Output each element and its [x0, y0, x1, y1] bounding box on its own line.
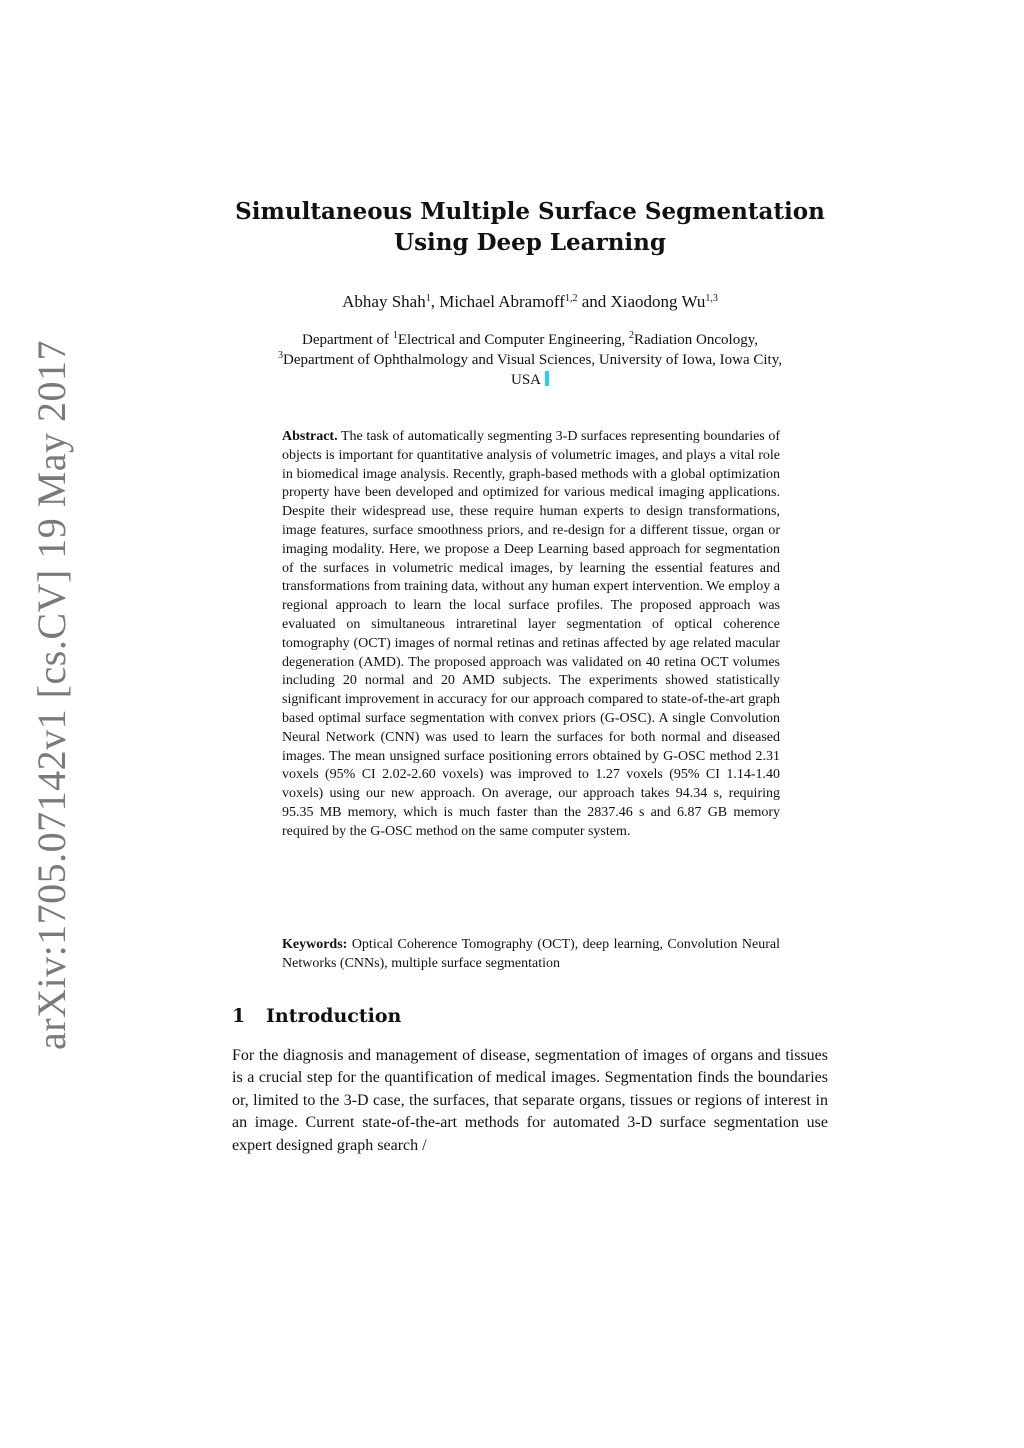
title-line-2: Using Deep Learning: [394, 229, 666, 256]
keywords-label: Keywords:: [282, 937, 348, 952]
affiliation-line-3: [200, 370, 860, 390]
keywords: [282, 936, 780, 974]
affiliations: [200, 330, 860, 390]
section-number: 1: [232, 1005, 246, 1027]
paper-title: [200, 196, 860, 258]
affiliation-line-2: [200, 350, 860, 370]
author-affiliation-sup: 1,3: [705, 293, 718, 304]
author-list: [200, 292, 860, 312]
affiliation-line-1: [200, 330, 860, 350]
section-title: Introduction: [266, 1005, 402, 1027]
author-name: Michael Abramoff: [439, 292, 565, 311]
affiliation-dept: Electrical and Computer Engineering,: [397, 332, 629, 348]
text-cursor-icon: [545, 371, 549, 386]
affiliation-prefix: Department of: [302, 332, 393, 348]
affiliation-sup: 3: [278, 350, 283, 361]
author-separator: and: [577, 292, 611, 311]
author-separator: ,: [430, 292, 440, 311]
author-affiliation-sup: 1,2: [564, 293, 578, 304]
affiliation-dept: Department of Ophthalmology and Visual Sciences, University of Iowa, Iowa City,: [283, 352, 782, 368]
arxiv-identifier: arXiv:1705.07142v1 [cs.CV] 19 May 2017: [29, 339, 74, 1050]
abstract-text: The task of automatically segmenting 3-D surfaces representing boundaries of objects is important for quantitative analysis of volumetric images, and plays a vital role in biomedical image analysis. Recently, graph-based methods with a global optimization property have been developed and optimized for various medical imaging applications. Despite their widespread use, these require human experts to design transformations, image features, surface smoothness priors, and re-design for a different tissue, organ or imaging modality. Here, we propose a Deep Learning based approach for segmentation of the surfaces in volumetric medical images, by learning the essential features and transformations from training data, without any human expert intervention. We employ a regional approach to learn the local surface profiles. The proposed approach was evaluated on simultaneous intraretinal layer segmentation of optical coherence tomography (OCT) images of normal retinas and retinas affected by age related macular degeneration (AMD). The proposed approach was validated on 40 retina OCT volumes including 20 normal and 20 AMD subjects. The experiments showed statistically significant improvement in accuracy for our approach compared to state-of-the-art graph based optimal surface segmentation with convex priors (G-OSC). A single Convolution Neural Network (CNN) was used to learn the surfaces for both normal and diseased images. The mean unsigned surface positioning errors obtained by G-OSC method 2.31 voxels (95% CI 2.02-2.60 voxels) was improved to 1.27 voxels (95% CI 1.14-1.40 voxels) using our new approach. On average, our approach takes 94.34 s, requiring 95.35 MB memory, which is much faster than the 2837.46 s and 6.87 GB memory required by the G-OSC method on the same computer system.: [282, 429, 781, 839]
intro-paragraph: For the diagnosis and management of disease, segmentation of images of organs and tissues is a crucial step for the quantification of medical images. Segmentation finds the boundaries or, limited to the 3-D case, the surfaces, that separate organs, tissues or regions of interest in an image. Current state-of-the-art methods for automated 3-D surface segmentation use expert designed graph search /: [232, 1047, 828, 1154]
section-heading: [232, 1005, 401, 1027]
title-line-1: Simultaneous Multiple Surface Segmentation: [235, 198, 825, 225]
affiliation-dept: Radiation Oncology,: [633, 332, 758, 348]
abstract: [282, 428, 780, 842]
affiliation-country: USA: [510, 372, 541, 388]
abstract-label: Abstract.: [282, 429, 338, 444]
author-affiliation-sup: 1: [425, 293, 431, 304]
keywords-text: Optical Coherence Tomography (OCT), deep learning, Convolution Neural Networks (CNNs), multiple surface segmentation: [282, 937, 781, 971]
author-name: Abhay Shah: [342, 292, 426, 311]
affiliation-sup: 2: [628, 330, 634, 341]
author-name: Xiaodong Wu: [610, 292, 706, 311]
affiliation-sup: 1: [392, 330, 398, 341]
